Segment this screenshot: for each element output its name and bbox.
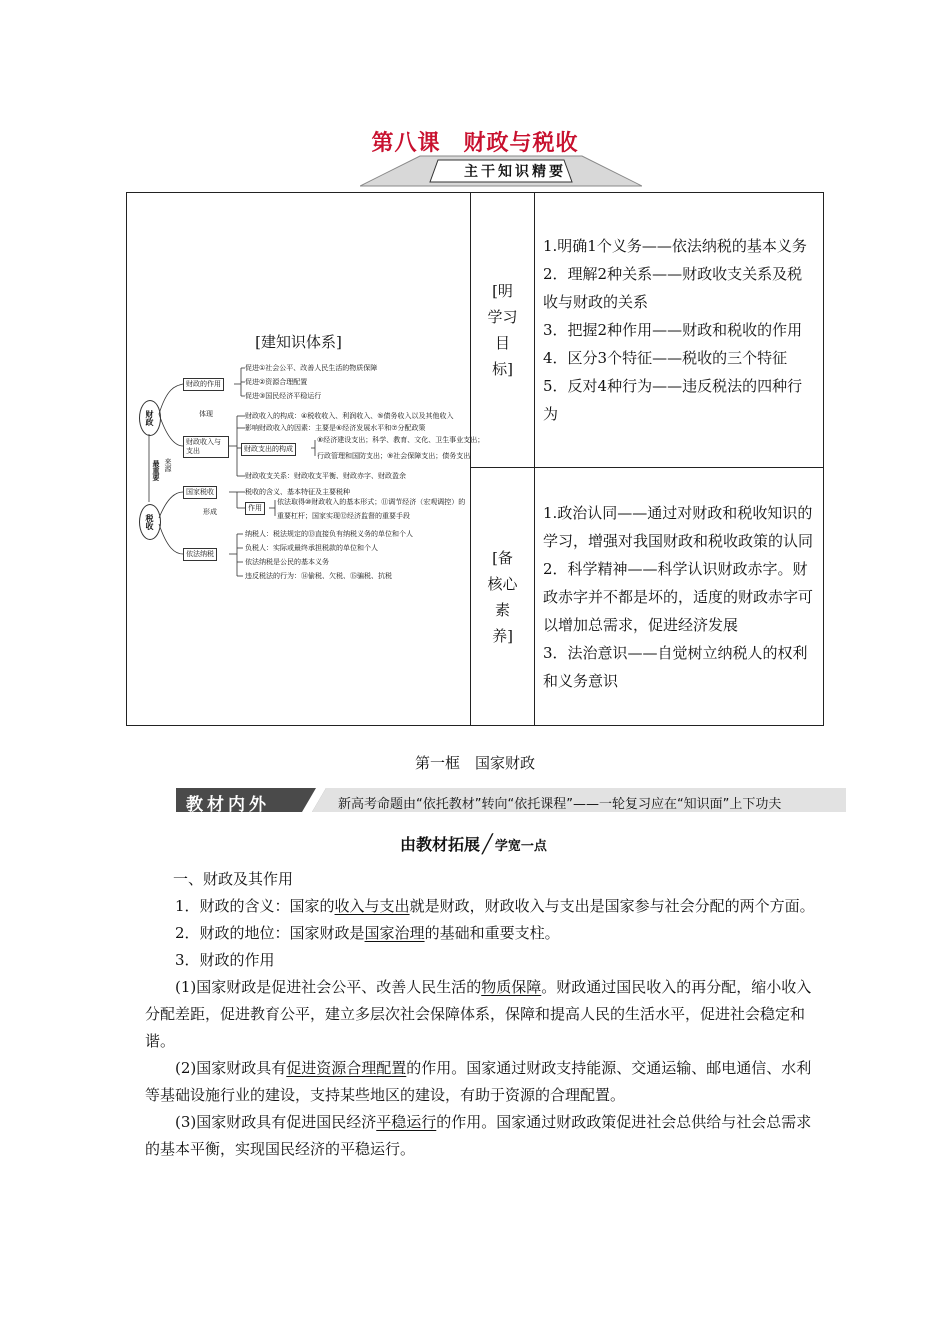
literacy-item: 1.政治认同——通过对财政和税收知识的学习，增强对我国财政和税收政策的认同: [543, 503, 814, 550]
goal-item: 5．反对4种行为——违反税法的四种行为: [543, 377, 803, 423]
literacy-label: [备核心素养]: [487, 548, 518, 645]
text-run: 的作用。国家通过财政支持能源、交通运输、邮电通信、水利等基础设施行业的建设，支持某些地区的建设，有助于资源的合理配置。: [145, 1059, 812, 1104]
slash-divider: ╱: [482, 834, 493, 855]
box-shuishou-zuoyong: 作用: [245, 502, 265, 515]
text-run: (3)国家财政具有促进国民经济: [175, 1113, 377, 1131]
mindmap-text: 影响财政收入的因素：主要是⑥经济发展水平和⑦分配政策: [245, 423, 426, 432]
banner-label: 主干知识精要: [464, 164, 566, 180]
heading-1: 一、财政及其作用: [173, 870, 294, 888]
mindmap-text: 财政收入的构成：④税收收入、利润收入、⑤债务收入以及其他收入: [245, 411, 454, 420]
mindmap-text: 依法取得⑩财政收入的基本形式；⑪调节经济（宏观调控）的: [277, 497, 466, 506]
text-run: 的作用。国家通过财政政策促进社会总供给与社会总需求的基本平衡，实现国民经济的平稳运行。: [145, 1113, 812, 1158]
info-bar-text: 新高考命题由“依托教材”转向“依托课程”——一轮复习应在“知识面”上下功夫: [338, 797, 782, 812]
mindmap-text: 依法纳税是公民的基本义务: [245, 557, 329, 566]
literacy-item: 3．法治意识——自觉树立纳税人的权利和义务意识: [543, 643, 808, 690]
label-xingcheng: 形成: [203, 507, 217, 516]
paragraph-status: [145, 920, 815, 947]
key-term: 物质保障: [481, 978, 542, 996]
box-guojia-shuishou: 国家税收: [183, 486, 217, 499]
mindmap-text: 税收的含义、基本特征及主要税种: [245, 487, 350, 496]
box-caizheng-zuoyong: 财政的作用: [183, 378, 224, 391]
sub-banner-main: 由教材拓展: [400, 835, 481, 854]
mindmap-text: 促进②资源合理配置: [245, 377, 308, 386]
literacy-item: 2．科学精神——科学认识财政赤字。财政赤字并不都是坏的，适度的财政赤字可以增加总需求，促进经济发展: [543, 559, 814, 634]
mindmap-text: 重要杠杆；国家实现⑫经济监督的重要手段: [277, 511, 410, 520]
info-bar-tab: 教材内外: [186, 795, 270, 815]
text-run: 就是财政，财政收入与支出是国家参与社会分配的两个方面。: [409, 897, 815, 915]
knowledge-mindmap: [137, 358, 485, 588]
key-term: 收入与支出: [334, 897, 410, 915]
label-laiyuan: 来源: [164, 457, 172, 472]
mindmap-text: 促进①社会公平、改善人民生活的物质保障: [245, 363, 378, 372]
text-run: 。财政通过国民收入的再分配，缩小收入分配差距，促进教育公平，建立多层次社会保障体系，保障和提高人民的生活水平，促进社会稳定和谐。: [145, 978, 812, 1050]
text-run: (1)国家财政是促进社会公平、改善人民生活的: [175, 978, 482, 996]
goal-item: 2．理解2种关系——财政收支关系及税收与财政的关系: [543, 265, 803, 311]
sub-banner: [400, 832, 547, 855]
mindmap-text: 负税人：实际或最终承担税款的单位和个人: [245, 543, 378, 552]
node-caizheng: 财政: [139, 400, 161, 436]
mindmap-text: 财政收支关系：财政收支平衡、财政赤字、财政盈余: [245, 471, 406, 480]
box-yifa-nashui: 依法纳税: [183, 548, 217, 561]
mindmap-text: 行政管理和国防支出；⑨社会保障支出；债务支出: [317, 451, 471, 460]
sub-banner-side: 学宽一点: [494, 839, 547, 854]
key-term: 国家治理: [364, 924, 425, 942]
goal-item: 4．区分3个特征——税收的三个特征: [543, 349, 788, 367]
mindmap-text: 纳税人：税法规定的⑬直接负有纳税义务的单位和个人: [245, 529, 413, 538]
lesson-title: 第八课 财政与税收: [371, 131, 579, 156]
goals-label-cell: [471, 193, 535, 468]
literacy-cell: [535, 468, 824, 726]
mindmap-text: ⑧经济建设支出；科学、教育、文化、卫生事业支出；: [317, 435, 485, 444]
key-term: 促进资源合理配置: [286, 1059, 407, 1077]
paragraph-role-3: [145, 1109, 815, 1163]
goal-item: 1.明确1个义务——依法纳税的基本义务: [543, 237, 807, 255]
paragraph-role-1: [145, 974, 815, 1055]
paragraph-role-heading: 3．财政的作用: [175, 951, 275, 969]
mindmap-text: 促进③国民经济平稳运行: [245, 391, 322, 400]
overview-table: [126, 192, 824, 726]
mindmap-text: 违反税法的行为：⑭偷税、欠税、⑮骗税、抗税: [245, 571, 392, 580]
goals-label: [明学习目标]: [487, 282, 518, 378]
goals-cell: [535, 193, 824, 468]
text-run: 2．财政的地位：国家财政是: [175, 924, 365, 942]
box-zhichu-goucheng: 财政支出的构成: [241, 443, 296, 456]
literacy-label-cell: [471, 468, 535, 726]
mindmap-label: [建知识体系]: [255, 332, 342, 351]
mindmap-cell: [127, 193, 485, 726]
key-term: 平稳运行: [376, 1113, 437, 1131]
text-run: 的基础和重要支柱。: [424, 924, 560, 942]
goal-item: 3．把握2种作用——财政和税收的作用: [543, 321, 803, 339]
node-shuishou: 税收: [139, 504, 161, 540]
label-zuizhongyao: 最重要: [152, 459, 160, 481]
paragraph-role-2: [145, 1055, 815, 1109]
section-title: 第一框 国家财政: [414, 754, 535, 772]
label-tixian: 体现: [199, 409, 213, 418]
body-content: [145, 866, 815, 1163]
box-shouru-zhichu: 财政收入与支出: [183, 436, 229, 458]
text-run: 1．财政的含义：国家的: [175, 897, 335, 915]
paragraph-meaning: [145, 893, 815, 920]
text-run: (2)国家财政具有: [175, 1059, 287, 1077]
